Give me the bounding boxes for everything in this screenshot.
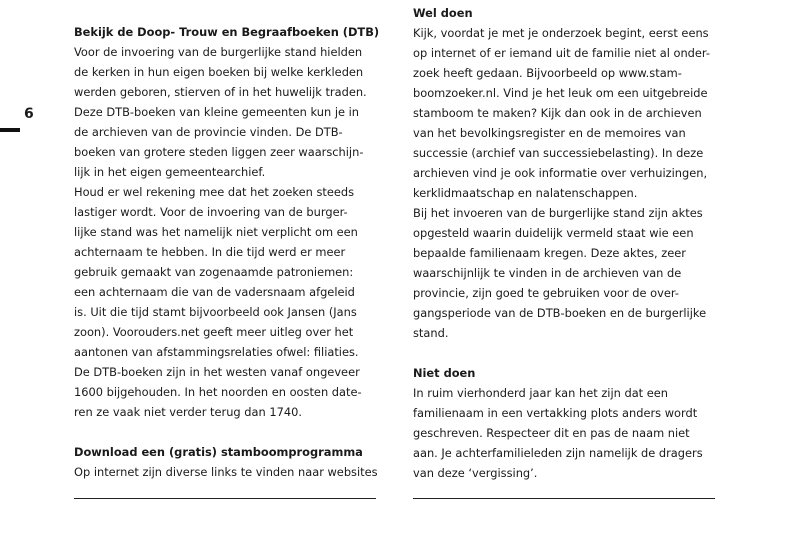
body-text-line: de archieven van de provincie vinden. De DTB- — [74, 125, 343, 139]
body-text-line: archieven vind je ook informatie over verhuizingen, — [413, 166, 708, 180]
body-text-line: opgesteld waarin duidelijk vermeld staat wie een — [413, 226, 694, 240]
body-text-line: de kerken in hun eigen boeken bij welke kerkleden — [74, 65, 364, 79]
body-text-line: zoon). Voorouders.net geeft meer uitleg over het — [74, 325, 354, 339]
body-text-line: successie (archief van successiebelasting). In deze — [413, 146, 704, 160]
body-text-line: een achternaam die van de vadersnaam afgeleid — [74, 285, 355, 299]
body-text-line: bepaalde familienaam kregen. Deze aktes, zeer — [413, 246, 686, 260]
body-text-line: Bij het invoeren van de burgerlijke stand zijn aktes — [413, 206, 703, 220]
body-text-line: familienaam in een vertakking plots anders wordt — [413, 406, 698, 420]
body-text-line: Kijk, voordat je met je onderzoek begint, eerst eens — [413, 26, 709, 40]
column-bottom-rule — [413, 498, 715, 499]
body-text-line: stand. — [413, 326, 449, 340]
body-text-line: waarschijnlijk te vinden in de archieven van de — [413, 266, 682, 280]
body-text-line: lijk in het eigen gemeentearchief. — [74, 165, 266, 179]
body-text-line: Voor de invoering van de burgerlijke stand hielden — [74, 45, 363, 59]
body-text-line: Op internet zijn diverse links te vinden naar websites — [74, 465, 378, 479]
body-text-line: gebruik gemaakt van zogenaamde patroniemen: — [74, 265, 354, 279]
page-edge-marker — [0, 128, 20, 132]
body-text-line: stamboom te maken? Kijk dan ook in de archieven — [413, 106, 702, 120]
body-text-line: werden geboren, stierven of in het huwelijk traden. — [74, 85, 367, 99]
body-text-line: In ruim vierhonderd jaar kan het zijn dat een — [413, 386, 668, 400]
body-text-line: van het bevolkingsregister en de memoires van — [413, 126, 686, 140]
body-text-line: aantonen van afstammingsrelaties ofwel: filiaties. — [74, 345, 359, 359]
body-text-line: aan. Je achterfamilieleden zijn namelijk de dragers — [413, 446, 703, 460]
body-text-line: Deze DTB-boeken van kleine gemeenten kun je in — [74, 105, 359, 119]
section-heading: Download een (gratis) stamboomprogramma — [74, 445, 363, 459]
body-text-line: 1600 bijgehouden. In het noorden en oosten date- — [74, 385, 362, 399]
body-text-line: is. Uit die tijd stamt bijvoorbeeld ook Jansen (Jans — [74, 305, 357, 319]
body-text-line: op internet of er iemand uit de familie niet al onder- — [413, 46, 710, 60]
section-heading: Bekijk de Doop- Trouw en Begraafboeken (DTB) — [74, 25, 380, 39]
page-number: 6 — [24, 106, 34, 122]
body-text-line: boeken van grotere steden liggen zeer waarschijn- — [74, 145, 364, 159]
body-text-line: geschreven. Respecteer dit en pas de naam niet — [413, 426, 690, 440]
body-text-line: lijke stand was het namelijk niet verplicht om een — [74, 225, 358, 239]
body-text-line: zoek heeft gedaan. Bijvoorbeeld op www.stam- — [413, 66, 682, 80]
section-heading: Wel doen — [413, 6, 473, 20]
body-text-line: achternaam te hebben. In die tijd werd er meer — [74, 245, 346, 259]
body-text-line: kerklidmaatschap en nalatenschappen. — [413, 186, 638, 200]
column-bottom-rule — [74, 498, 376, 499]
body-text-line: lastiger wordt. Voor de invoering van de burger- — [74, 205, 348, 219]
section-heading: Niet doen — [413, 366, 476, 380]
body-text-line: boomzoeker.nl. Vind je het leuk om een uitgebreide — [413, 86, 708, 100]
body-text-line: Houd er wel rekening mee dat het zoeken steeds — [74, 185, 355, 199]
body-text-line: van deze ‘vergissing’. — [413, 466, 538, 480]
body-text-line: gangsperiode van de DTB-boeken en de burgerlijke — [413, 306, 707, 320]
body-text-line: provincie, zijn goed te gebruiken voor de over- — [413, 286, 679, 300]
body-text-line: De DTB-boeken zijn in het westen vanaf ongeveer — [74, 365, 360, 379]
body-text-line: ren ze vaak niet verder terug dan 1740. — [74, 405, 302, 419]
